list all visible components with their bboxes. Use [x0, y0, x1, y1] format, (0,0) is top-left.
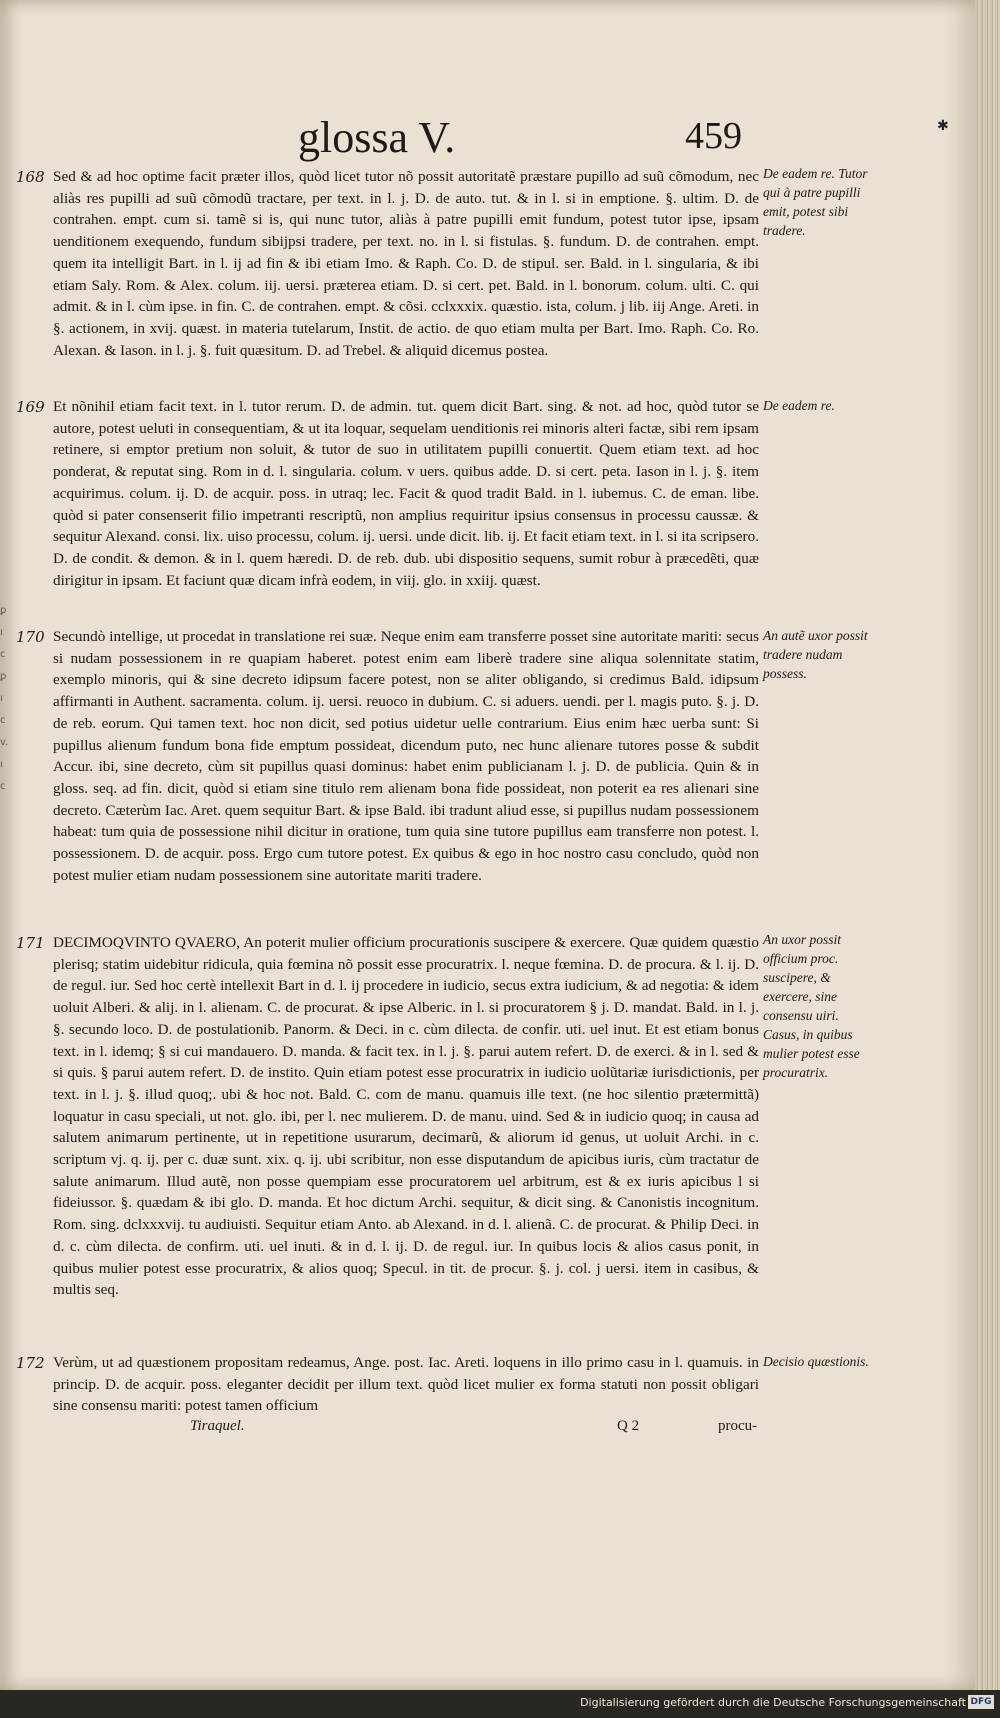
paragraph-text: DECIMOQVINTO QVAERO, An poterit mulier officium procurationis suscipere & exercere. Quæ quidem quæstio plerisq; statim uidebitur ridicula, quia fœmina nõ possit esse procuratrix. l. neque fœmina. D. de procura. & l. ij. D. de regul. iur. Sed hoc certè intellexit Bart in d. l. ij procedere in iudicio, secus extra iudicium, & ad negotia: & idem uoluit Alberi. & alij. in l. alienam. C. de procurat. & ipse Alberic. in l. si procuratorem § j. D. mandat. Bald. in l. j. §. secundo loco. D. de postulationib. Panorm. & Deci. in c. cùm dilecta. de confir. uti. uel inut. Et est etiam bonus text. in l. idemq; § si cui mandauero. D. manda. & facit tex. in l. j. §. parui autem refert. D. de exerci. & in l. sed & si quis. § parui autem refert. D. de instito. Quin etiam potest esse procuratrix in iudicio uolũtariæ iurisdictionis, per text. in l. j. §. illud quoq;. ubi & hoc not. Bald. C. com de manu. quamuis ille text. (ne hoc silentio prætermittã) loquatur in casu speciali, ut not. glo. ibi, per l. nec mulierem. D. de manu. uind. Sed & in iudicio quoq; in causa ad salutem animarum pertinente, ut in repetitione usurarum, decimarũ, & aliorum id genus, ut uoluit Archi. in c. scriptum vj. q. ij. per c. duæ sunt. xix. q. ij. ubi scribitur, non esse disputandum de apicibus iuris, cùm tractatur de salute animarum. Illud autẽ, non posse quempiam esse procuratorem uel arbitrum, est & ex iuris apicibus l si fideiussor. §. quædam & ibi glo. D. manda. Et hoc dictum Archi. sequitur, & dicit sing. & Canonistis incognitum. Rom. sing. dclxxxvij. tu audiuisti. Sequitur etiam Anto. ab Alexand. in d. l. alienã. C. de procurat. & Philip Deci. in d. c. cùm dilecta. de confirm. uti. uel inuti. & in d. l. ij. D. de regul. iur. In quibus locis & alios casus ponit, in quibus mulier potest esse procuratrix, & alios quoq; Specul. in tit. de procur. §. j. col. j uersi. item in casibus, & multis seq.: [53, 934, 759, 1299]
adjacent-page-fragment: ꝑ ı c ꝑ ı c v. ı c: [0, 605, 9, 792]
page-title: glossa V.: [298, 113, 456, 162]
dfg-logo-icon: DFG: [968, 1695, 994, 1709]
marginal-note: De eadem re. Tutor qui à patre pupilli emit, potest sibi tradere.: [763, 166, 868, 238]
signature-mark: Q 2: [617, 1418, 640, 1434]
paragraph-text: Sed & ad hoc optime facit præter illos, quòd licet tutor nõ possit autoritatẽ præstare pupillo ad suũ cõmodum, nec aliàs res pupilli ad suũ cõmodũ tractare, per text. in l. j. D. de auto. tut. & in l. si in emptione. §. ultim. D. de contrahen. empt. cum si. tamẽ si is, qui nunc tutor, aliàs à patre pupilli emit fundum, potest tutor ipse, ipsam uenditionem exequendo, fundum sibijpsi tradere, per text. no. in l. si fistulas. §. fundum. D. de contrahen. empt. quem ita intelligit Bart. in l. ij ad fin & ibi etiam Imo. & Raph. Co. D. de stipul. ser. Bald. in l. singularia, & ibi etiam Saly. Rom. & Alex. colum. iij. uersi. præterea etiam. D. si cert. pet. Bald. in l. bonorum. colum. ulti. C. qui admit. & in l. cùm ipse. in fin. C. de contrahen. empt. & cõsi. cclxxxix. quæstio. ista, colum. j lib. iij Ange. Areti. in §. actionem, in xvij. quæst. in materia tutelarum, Instit. de actio. de quo etiam multa per Bart. Imo. Raph. Co. Ro. Alexan. & Iason. in l. j. §. fuit quæsitum. D. ad Trebel. & aliquid dicemus postea.: [53, 168, 759, 359]
page-block-edge: [975, 0, 1000, 1690]
paragraph-number: 170: [16, 628, 45, 646]
paragraph-number: 172: [16, 1354, 45, 1372]
paragraph-number: 169: [16, 398, 45, 416]
catchword: procu-: [718, 1418, 758, 1434]
marginal-note: An uxor possit officium proc. suscipere, & exercere, sine consensu uiri. Casus, in quibus mulier potest esse procuratrix.: [763, 932, 860, 1080]
running-header: [0, 112, 975, 172]
marginal-note: De eadem re.: [763, 398, 835, 413]
paragraph-text: Verùm, ut ad quæstionem propositam redeamus, Ange. post. Iac. Areti. loquens in illo primo casu in l. quamuis. in princip. D. de acquir. poss. eleganter decidit per illum text. quòd licet mulier ex forma statuti non possit obligari sine consensu mariti: potest tamen officium: [53, 1354, 759, 1415]
paragraph-number: 168: [16, 168, 45, 186]
footer-signature: Tiraquel.: [190, 1418, 245, 1434]
paragraph-text: Secundò intellige, ut procedat in translatione rei suæ. Neque enim eam transferre posset sine autoritate mariti: secus si nudam possessionem in re quapiam haberet. potest enim eam liberè tradere sine aliqua solennitate statim, exemplo minoris, qui & sine decreto idipsum facere potest, non se aliter obligando, si credimus Bald. idipsum affirmanti in Authent. sacramenta. colum. ij. uersi. reuoco in dubium. C. si aduers. uendi. per l. magis puto. §. j. D. de reb. eorum. Qui tamen text. hoc non dicit, sed potius uidetur uelle contrarium. Eius enim hæc uerba sunt: Si pupillus alienum fundum bona fide emptum possideat, dicendum puto, nec hunc alienare tutores posse & subdit Accur. ibi, sine decreto, cùm sit pupillus quasi dominus: habet enim publicianam l. j. D. de publicia. Quin & in gloss. seq. ad fin. dicit, quòd si etiam sine titulo rem alienam bona fide possideat, non poterit ea res alienari sine decreto. Cæterùm Iac. Aret. quem sequitur Bart. & ipse Bald. ibi tradunt aliud esse, si pupillus nudam possessionem habeat: tum quia de possessione nihil dicitur in oratione, tum quia sine tutore pupillus eam transferre non potest. l. possessionem. D. de acquir. poss. Ergo cum tutore potest. Ex quibus & ego in hoc nostro casu concludo, quòd non potest mulier etiam nudam possessionem sine autoritate mariti tradere.: [53, 628, 759, 884]
page-footer: [0, 1418, 975, 1448]
ornament-icon: ✱: [937, 118, 949, 134]
digitization-credit: Digitalisierung gefördert durch die Deutsche Forschungsgemeinschaft: [580, 1696, 966, 1709]
marginal-note: Decisio quæstionis.: [763, 1354, 869, 1369]
paragraph-text: Et nõnihil etiam facit text. in l. tutor rerum. D. de admin. tut. quem dicit Bart. sing. & not. ad hoc, quòd tutor se autore, potest ueluti in consequentiam, & ut ita loquar, sequelam uenditionis rei minoris alteri factæ, sibi rem ipsam retinere, si emptor pretium non soluit, & tutor de suo in utilitatem pupilli conuertit. Quem etiam text. ad hoc ponderat, & reputat sing. Rom in d. l. singularia. colum. v uers. quibus adde. D. si cert. peta. Iason in l. j. §. item acquirimus. colum. ij. D. de acquir. poss. in utraq; lec. Facit & quod tradit Bald. in l. iubemus. C. de eman. libe. quòd si pater consenserit filio impetranti rescriptũ, non amplius requiritur ipsius consensus in processu caussæ. & sequitur Alexand. consi. lix. uiso processu, colum. ij. uersi. unde dicit. lib. ij. Et facit etiam text. in l. si ita scripsero. D. de condit. & demon. & in l. quem hæredi. D. de reb. dub. ubi dispositio sequens, sumit robur à præcedẽti, quæ dirigitur in ipsam. Et faciunt quæ dicam infrà eodem, in viij. glo. in xxiij. quæst.: [53, 398, 759, 589]
paragraph-number: 171: [16, 934, 45, 952]
marginal-note: An autẽ uxor possit tradere nudam possess.: [763, 628, 868, 681]
page-number: 459: [685, 115, 742, 157]
